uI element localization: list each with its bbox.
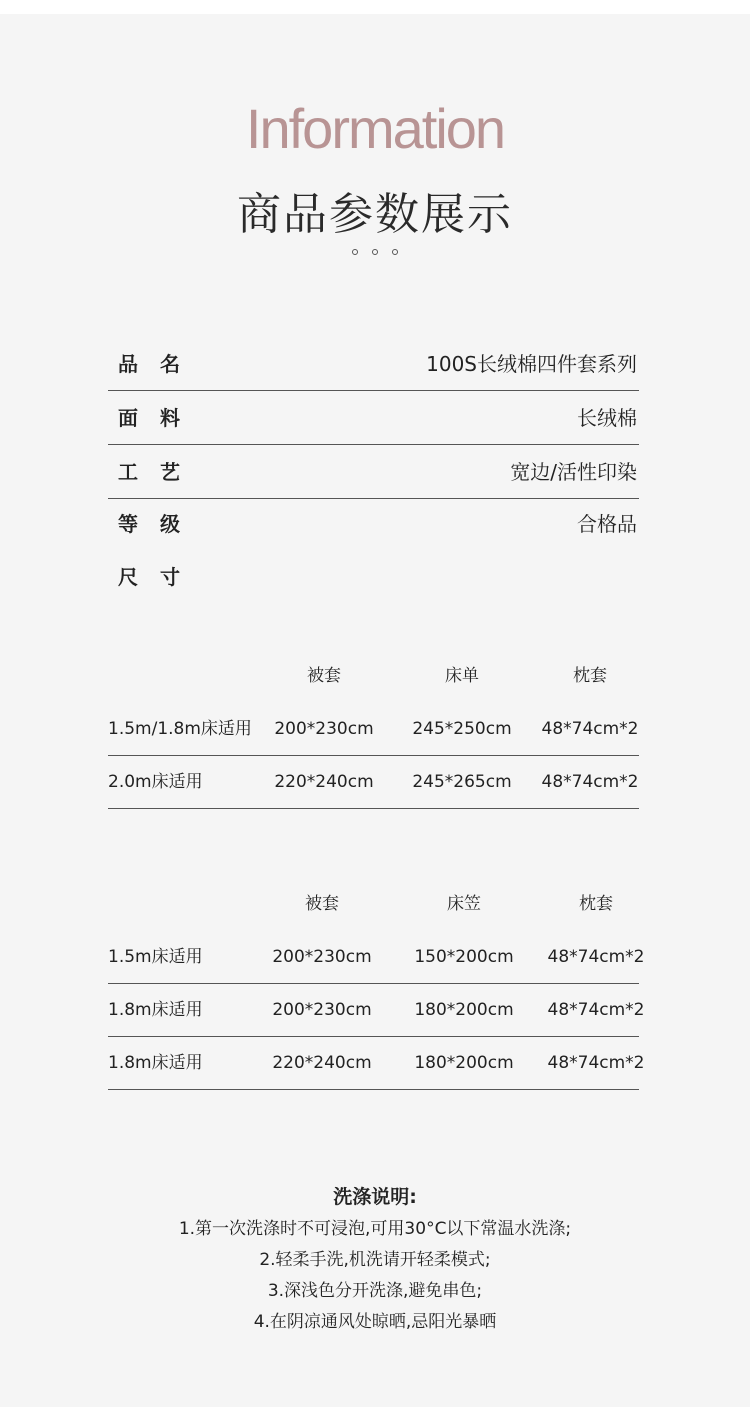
table-header-cell: 床笠 xyxy=(447,894,481,914)
param-row-fabric xyxy=(108,391,639,445)
table-header-row xyxy=(108,650,639,703)
table-cell: 245*250cm xyxy=(412,719,512,739)
param-value: 100S长绒棉四件套系列 xyxy=(426,352,637,376)
wash-instructions xyxy=(0,1180,750,1338)
table-cell: 1.5m床适用 xyxy=(108,947,203,967)
size-table-1 xyxy=(108,650,639,809)
table-header-cell: 被套 xyxy=(305,894,339,914)
param-row-grade xyxy=(108,497,639,551)
param-value: 合格品 xyxy=(577,512,637,536)
table-cell: 48*74cm*2 xyxy=(547,1000,645,1020)
dot-icon xyxy=(352,249,358,255)
table-cell: 180*200cm xyxy=(414,1053,514,1073)
dot-icon xyxy=(372,249,378,255)
table-cell: 150*200cm xyxy=(414,947,514,967)
param-label: 等级 xyxy=(118,512,202,536)
table-cell: 48*74cm*2 xyxy=(547,1053,645,1073)
param-row-craft xyxy=(108,445,639,499)
table-header-cell: 床单 xyxy=(445,666,479,686)
decorative-dots xyxy=(0,249,750,255)
table-cell: 1.8m床适用 xyxy=(108,1000,203,1020)
table-cell: 200*230cm xyxy=(272,947,372,967)
wash-line: 4.在阴凉通风处晾晒,忌阳光暴晒 xyxy=(253,1312,497,1332)
table-cell: 48*74cm*2 xyxy=(541,719,639,739)
param-row-name xyxy=(108,337,639,391)
table-header-cell: 枕套 xyxy=(573,666,607,686)
table-cell: 200*230cm xyxy=(272,1000,372,1020)
table-header-cell: 枕套 xyxy=(579,894,613,914)
table-cell: 245*265cm xyxy=(412,772,512,792)
table-cell: 220*240cm xyxy=(272,1053,372,1073)
wash-title: 洗涤说明: xyxy=(333,1186,417,1208)
table-cell: 2.0m床适用 xyxy=(108,772,203,792)
table-row xyxy=(108,1037,645,1090)
size-table-2 xyxy=(108,878,645,1090)
param-row-size xyxy=(108,550,639,604)
table-cell: 48*74cm*2 xyxy=(541,772,639,792)
param-label: 工艺 xyxy=(118,460,202,484)
param-value: 宽边/活性印染 xyxy=(510,460,637,484)
table-cell: 220*240cm xyxy=(274,772,374,792)
table-row xyxy=(108,703,639,756)
table-cell: 200*230cm xyxy=(274,719,374,739)
table-row xyxy=(108,931,645,984)
table-row xyxy=(108,984,645,1037)
table-row xyxy=(108,756,639,809)
wash-line: 1.第一次洗涤时不可浸泡,可用30°C以下常温水洗涤; xyxy=(178,1219,572,1239)
param-value: 长绒棉 xyxy=(577,406,637,430)
param-label: 品名 xyxy=(118,352,202,376)
info-title-cn: 商品参数展示 xyxy=(237,189,513,240)
table-header-cell: 被套 xyxy=(307,666,341,686)
table-cell: 180*200cm xyxy=(414,1000,514,1020)
table-cell: 1.8m床适用 xyxy=(108,1053,203,1073)
table-cell: 1.5m/1.8m床适用 xyxy=(108,719,252,739)
wash-line: 3.深浅色分开洗涤,避免串色; xyxy=(267,1281,483,1301)
wash-line: 2.轻柔手洗,机洗请开轻柔模式; xyxy=(259,1250,491,1270)
table-header-row xyxy=(108,878,639,931)
dot-icon xyxy=(392,249,398,255)
table-cell: 48*74cm*2 xyxy=(547,947,645,967)
param-label: 面料 xyxy=(118,406,202,430)
info-title-en: Information xyxy=(245,97,505,160)
param-label: 尺寸 xyxy=(118,565,202,589)
